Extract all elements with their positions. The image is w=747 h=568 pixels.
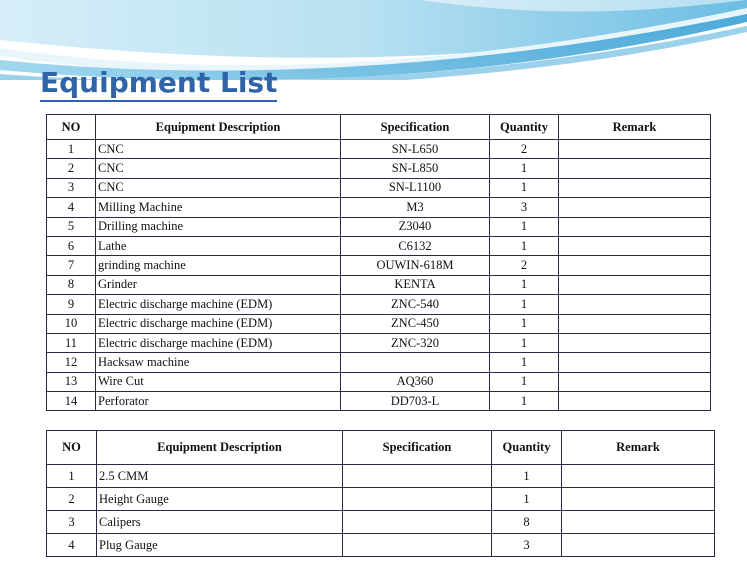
cell-remark [559,275,711,294]
cell-no: 1 [47,465,97,488]
cell-remark [559,295,711,314]
cell-remark [559,353,711,372]
cell-specification [343,511,492,534]
cell-quantity: 1 [490,275,559,294]
cell-description: Height Gauge [97,488,343,511]
cell-description: Electric discharge machine (EDM) [96,333,341,352]
cell-remark [559,217,711,236]
cell-quantity: 1 [490,353,559,372]
cell-specification: DD703-L [341,392,490,411]
cell-specification [343,534,492,557]
cell-description: Drilling machine [96,217,341,236]
cell-no: 3 [47,178,96,197]
table-row [47,198,711,217]
column-header-quantity: Quantity [492,431,562,465]
table-header-row [47,115,711,140]
cell-no: 10 [47,314,96,333]
column-header-remark: Remark [559,115,711,140]
cell-no: 12 [47,353,96,372]
column-header-quantity: Quantity [490,115,559,140]
cell-quantity: 2 [490,256,559,275]
table-row [47,159,711,178]
cell-description: Wire Cut [96,372,341,391]
cell-specification [343,488,492,511]
cell-no: 2 [47,488,97,511]
cell-remark [559,256,711,275]
cell-remark [559,159,711,178]
cell-no: 11 [47,333,96,352]
cell-no: 4 [47,198,96,217]
cell-remark [559,178,711,197]
table-row [47,353,711,372]
cell-quantity: 1 [492,465,562,488]
cell-specification: SN-L850 [341,159,490,178]
cell-quantity: 1 [490,236,559,255]
cell-quantity: 1 [490,217,559,236]
cell-description: grinding machine [96,256,341,275]
cell-specification: SN-L650 [341,140,490,159]
cell-remark [559,314,711,333]
cell-specification: SN-L1100 [341,178,490,197]
table-row [47,333,711,352]
page-title: Equipment List [40,66,277,102]
cell-specification: Z3040 [341,217,490,236]
cell-quantity: 8 [492,511,562,534]
cell-remark [562,465,715,488]
cell-description: CNC [96,159,341,178]
cell-remark [559,333,711,352]
cell-specification [341,353,490,372]
table-header-row [47,431,715,465]
cell-remark [559,392,711,411]
cell-specification: ZNC-450 [341,314,490,333]
table-row [47,178,711,197]
cell-remark [559,372,711,391]
equipment-table [46,114,711,411]
cell-remark [559,236,711,255]
cell-description: 2.5 CMM [97,465,343,488]
cell-specification: OUWIN-618M [341,256,490,275]
measuring-equipment-table [46,430,715,557]
cell-no: 13 [47,372,96,391]
cell-remark [559,198,711,217]
table-row [47,275,711,294]
cell-specification: M3 [341,198,490,217]
cell-specification: ZNC-320 [341,333,490,352]
cell-description: Lathe [96,236,341,255]
cell-remark [562,511,715,534]
cell-no: 5 [47,217,96,236]
cell-no: 4 [47,534,97,557]
table-row [47,372,711,391]
cell-description: Perforator [96,392,341,411]
cell-remark [562,488,715,511]
cell-description: CNC [96,140,341,159]
column-header-no: NO [47,115,96,140]
cell-no: 6 [47,236,96,255]
cell-specification: ZNC-540 [341,295,490,314]
table-row [47,534,715,557]
cell-description: CNC [96,178,341,197]
cell-no: 9 [47,295,96,314]
table-row [47,217,711,236]
table-row [47,140,711,159]
table-row [47,256,711,275]
cell-no: 8 [47,275,96,294]
table-row [47,488,715,511]
cell-description: Electric discharge machine (EDM) [96,295,341,314]
cell-description: Calipers [97,511,343,534]
column-header-specification: Specification [343,431,492,465]
cell-description: Hacksaw machine [96,353,341,372]
column-header-remark: Remark [562,431,715,465]
cell-description: Grinder [96,275,341,294]
column-header-no: NO [47,431,97,465]
table-row [47,392,711,411]
table-row [47,314,711,333]
table-row [47,295,711,314]
cell-quantity: 2 [490,140,559,159]
cell-description: Plug Gauge [97,534,343,557]
cell-quantity: 1 [490,295,559,314]
cell-quantity: 1 [490,314,559,333]
cell-remark [559,140,711,159]
cell-specification: KENTA [341,275,490,294]
cell-quantity: 1 [490,372,559,391]
column-header-description: Equipment Description [97,431,343,465]
column-header-specification: Specification [341,115,490,140]
cell-quantity: 3 [492,534,562,557]
cell-quantity: 1 [492,488,562,511]
cell-remark [562,534,715,557]
cell-no: 3 [47,511,97,534]
cell-quantity: 3 [490,198,559,217]
cell-no: 14 [47,392,96,411]
cell-quantity: 1 [490,159,559,178]
cell-description: Electric discharge machine (EDM) [96,314,341,333]
table-row [47,511,715,534]
cell-specification: AQ360 [341,372,490,391]
cell-quantity: 1 [490,178,559,197]
cell-quantity: 1 [490,333,559,352]
cell-description: Milling Machine [96,198,341,217]
cell-specification [343,465,492,488]
cell-specification: C6132 [341,236,490,255]
table-row [47,236,711,255]
column-header-description: Equipment Description [96,115,341,140]
cell-no: 2 [47,159,96,178]
table-row [47,465,715,488]
cell-no: 7 [47,256,96,275]
cell-no: 1 [47,140,96,159]
cell-quantity: 1 [490,392,559,411]
